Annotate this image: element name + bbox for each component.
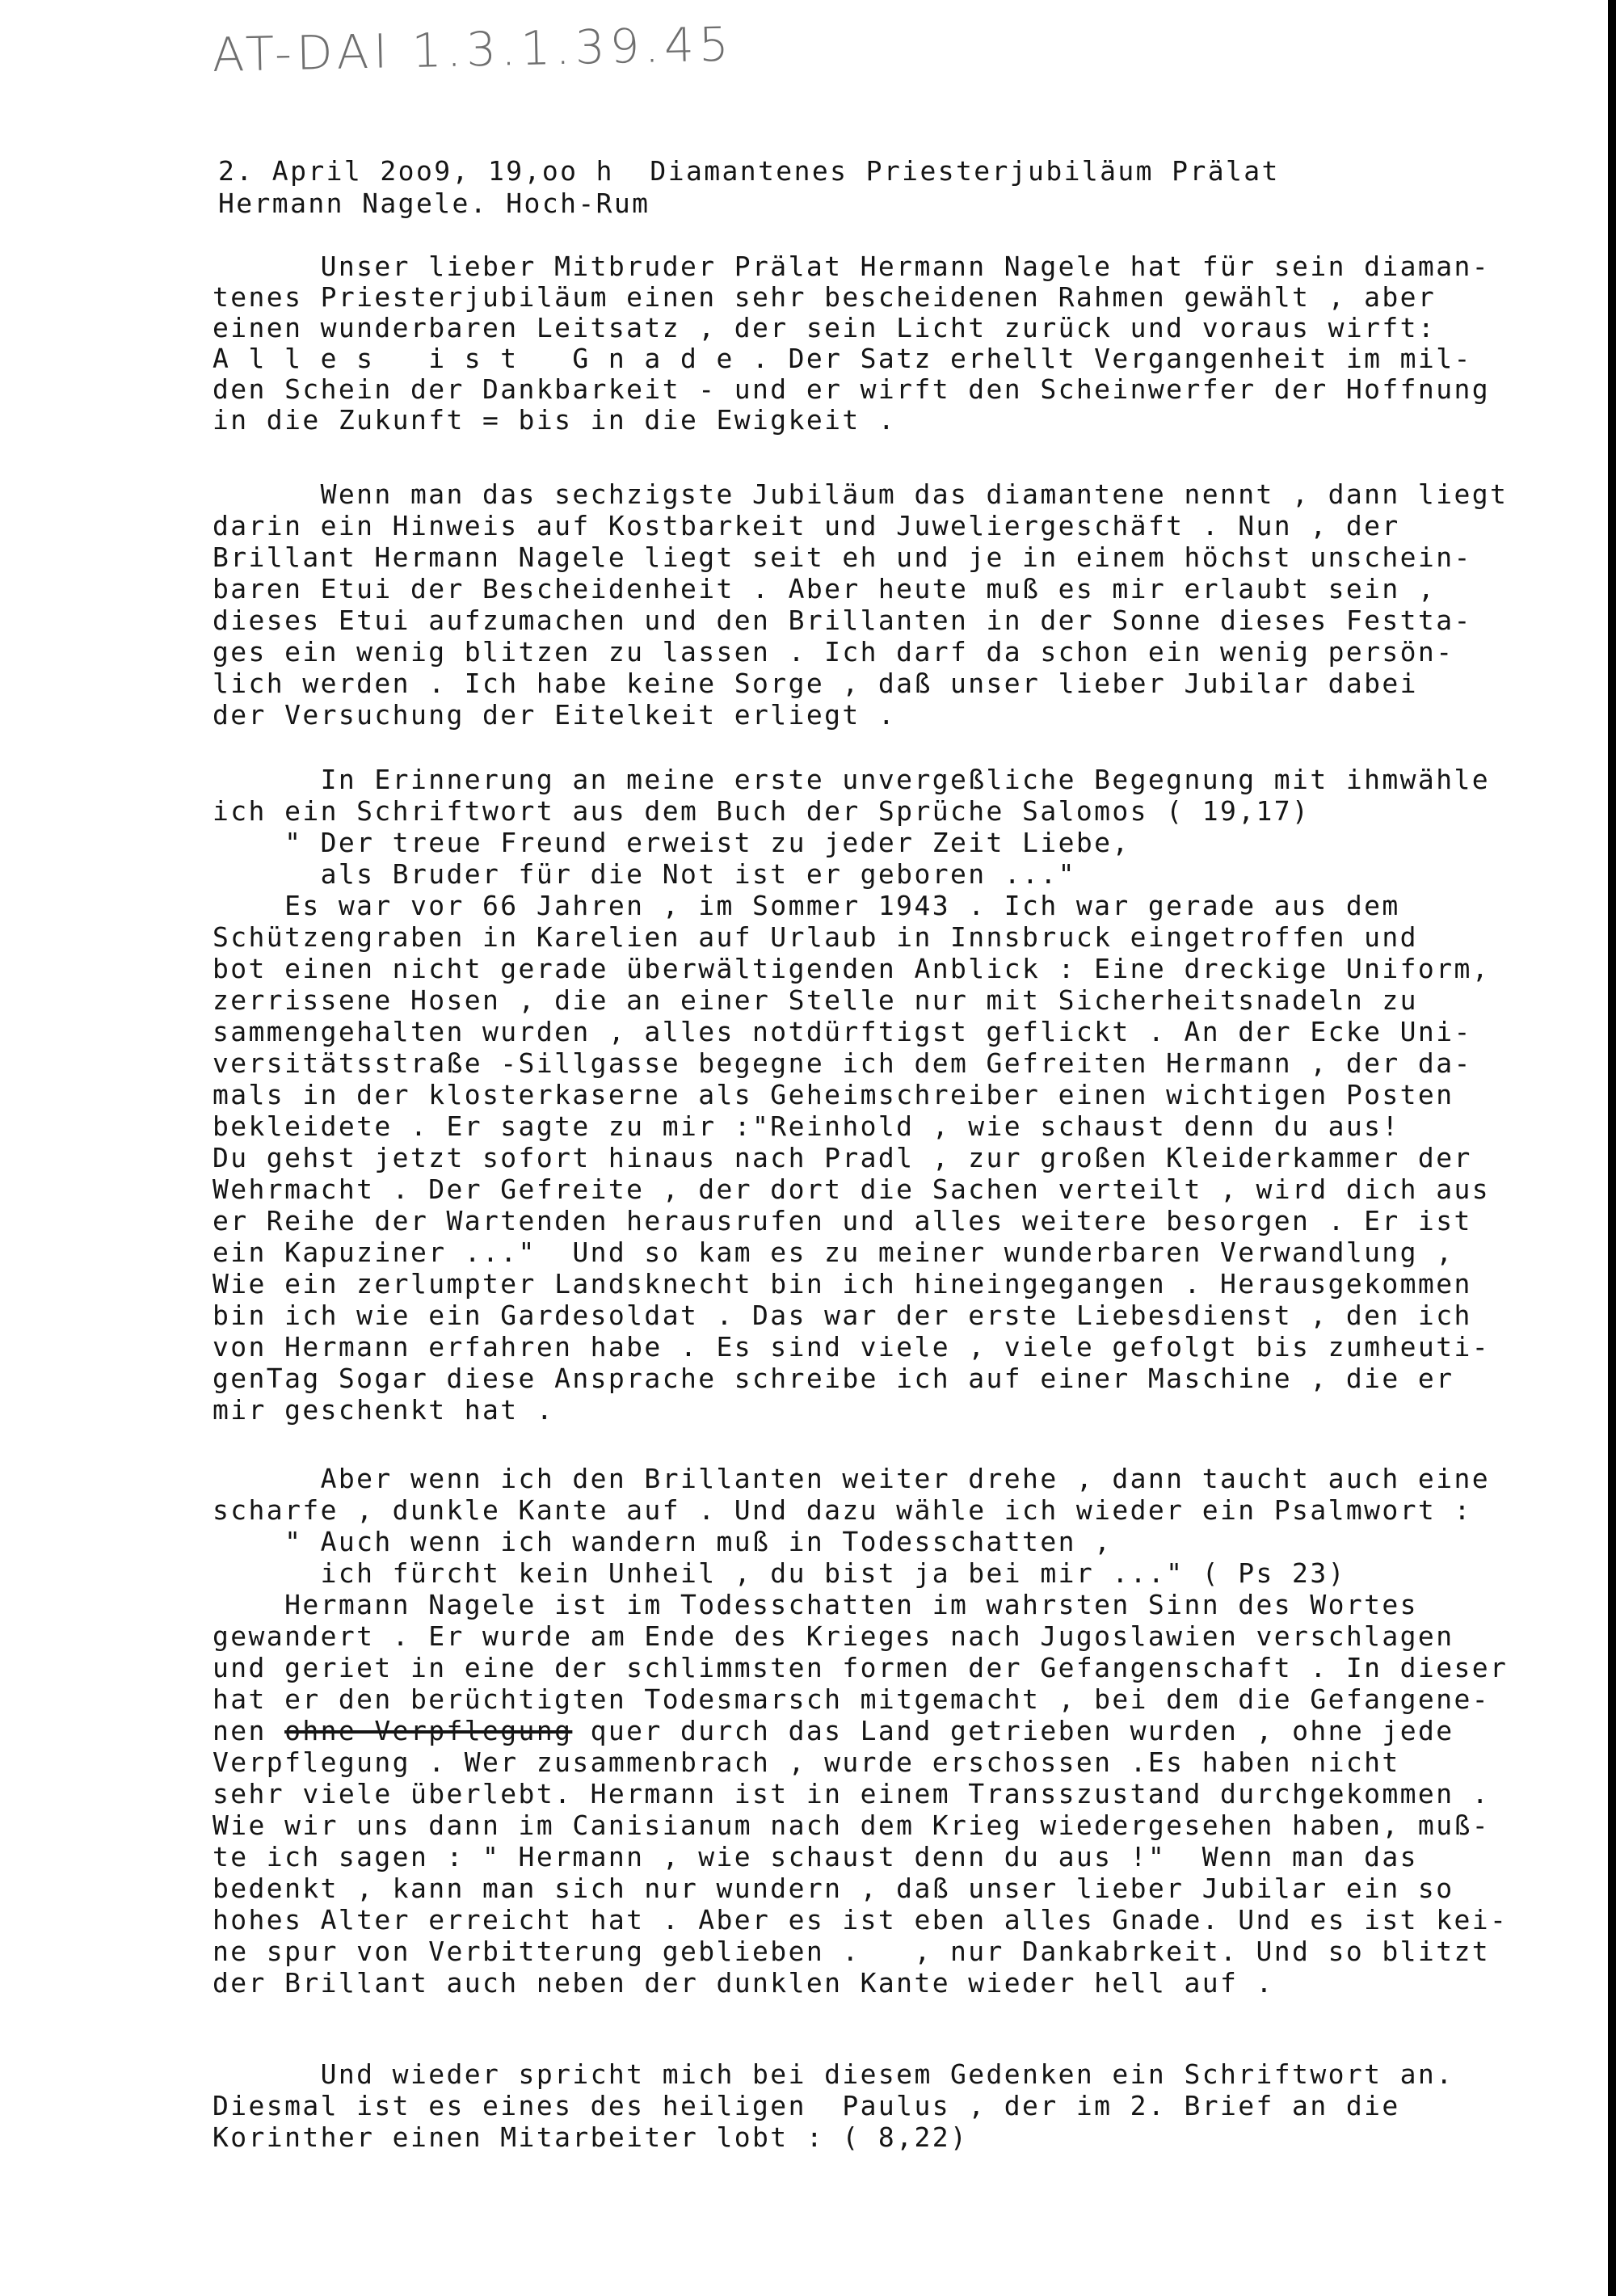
text-line: bedenkt , kann man sich nur wundern , daß unser lieber Jubilar ein so xyxy=(213,1873,1454,1904)
text-line: Brillant Hermann Nagele liegt seit eh und je in einem höchst unschein- xyxy=(213,541,1472,573)
text-line: Schützengraben in Karelien auf Urlaub in Innsbruck eingetroffen und xyxy=(213,921,1418,953)
text-line: mir geschenkt hat . xyxy=(213,1394,555,1426)
text-line: Und wieder spricht mich bei diesem Gedenken ein Schriftwort an. xyxy=(213,2058,1454,2090)
text-line: hat er den berüchtigten Todesmarsch mitgemacht , bei dem die Gefangene- xyxy=(213,1683,1491,1715)
text-line: der Versuchung der Eitelkeit erliegt . xyxy=(213,699,897,731)
text-line: Diesmal ist es eines des heiligen Paulus , der im 2. Brief an die xyxy=(213,2090,1400,2121)
text-line: den Schein der Dankbarkeit - und er wirft den Scheinwerfer der Hoffnung xyxy=(213,373,1491,405)
text-line: gewandert . Er wurde am Ende des Krieges nach Jugoslawien verschlagen xyxy=(213,1620,1454,1652)
text-line: Wehrmacht . Der Gefreite , der dort die Sachen verteilt , wird dich aus xyxy=(213,1173,1491,1205)
text-line: bot einen nicht gerade überwältigenden Anblick : Eine dreckige Uniform, xyxy=(213,953,1491,984)
text-line: ne spur von Verbitterung geblieben . , nur Dankabrkeit. Und so blitzt xyxy=(213,1936,1491,1967)
text-line: lich werden . Ich habe keine Sorge , daß unser lieber Jubilar dabei xyxy=(213,668,1418,699)
text-line: baren Etui der Bescheidenheit . Aber heute muß es mir erlaubt sein , xyxy=(213,573,1437,605)
text-line: hohes Alter erreicht hat . Aber es ist eben alles Gnade. Und es ist kei- xyxy=(213,1904,1509,1936)
text-line: Es war vor 66 Jahren , im Sommer 1943 . Ich war gerade aus dem xyxy=(213,890,1400,921)
text-line: sammengehalten wurden , alles notdürftigst geflickt . An der Ecke Uni- xyxy=(213,1016,1472,1047)
text-line: und geriet in eine der schlimmsten formen der Gefangenschaft . In dieser xyxy=(213,1652,1509,1683)
text-line: bekleidete . Er sagte zu mir :"Reinhold , wie schaust denn du aus! xyxy=(213,1110,1400,1142)
line-prefix: nen xyxy=(213,1715,285,1746)
text-line: in die Zukunft = bis in die Ewigkeit . xyxy=(213,404,897,436)
text-line: Unser lieber Mitbruder Prälat Hermann Nagele hat für sein diaman- xyxy=(213,251,1491,282)
text-line: sehr viele überlebt. Hermann ist in einem Transszustand durchgekommen . xyxy=(213,1778,1491,1809)
text-line: In Erinnerung an meine erste unvergeßliche Begegnung mit ihmwähle xyxy=(213,764,1491,795)
text-line: bin ich wie ein Gardesoldat . Das war der erste Liebesdienst , den ich xyxy=(213,1300,1472,1331)
text-line: dieses Etui aufzumachen und den Brillanten in der Sonne dieses Festta- xyxy=(213,605,1472,636)
text-line: Aber wenn ich den Brillanten weiter drehe , dann taucht auch eine xyxy=(213,1463,1491,1494)
text-line: tenes Priesterjubiläum einen sehr bescheidenen Rahmen gewählt , aber xyxy=(213,281,1437,313)
text-line: Wie wir uns dann im Canisianum nach dem Krieg wiedergesehen haben, muß- xyxy=(213,1809,1491,1841)
text-line: einen wunderbaren Leitsatz , der sein Licht zurück und voraus wirft: xyxy=(213,312,1437,343)
text-line: genTag Sogar diese Ansprache schreibe ich auf einer Maschine , die er xyxy=(213,1363,1454,1394)
text-line: Wie ein zerlumpter Landsknecht bin ich hineingegangen . Herausgekommen xyxy=(213,1268,1472,1300)
text-line: von Hermann erfahren habe . Es sind viele , viele gefolgt bis zumheuti- xyxy=(213,1331,1491,1363)
heading-line: 2. April 2oo9, 19,oo h Diamantenes Priesterjubiläum Prälat xyxy=(218,155,1280,187)
text-line: ich ein Schriftwort aus dem Buch der Sprüche Salomos ( 19,17) xyxy=(213,795,1311,827)
text-line: darin ein Hinweis auf Kostbarkeit und Juweliergeschäft . Nun , der xyxy=(213,510,1400,541)
text-line: Wenn man das sechzigste Jubiläum das diamantene nennt , dann liegt xyxy=(213,478,1509,510)
text-line: ein Kapuziner ..." Und so kam es zu meiner wunderbaren Verwandlung , xyxy=(213,1236,1454,1268)
text-line: Hermann Nagele ist im Todesschatten im wahrsten Sinn des Wortes xyxy=(213,1589,1418,1620)
scripture-quote-line: " Auch wenn ich wandern muß in Todesschatten , xyxy=(213,1526,1113,1557)
text-line: versitätsstraße -Sillgasse begegne ich dem Gefreiten Hermann , der da- xyxy=(213,1047,1472,1079)
text-line: te ich sagen : " Hermann , wie schaust denn du aus !" Wenn man das xyxy=(213,1841,1418,1873)
archive-reference-handwritten: AT-DAI 1.3.1.39.45 xyxy=(212,16,734,82)
text-line: der Brillant auch neben der dunklen Kante wieder hell auf . xyxy=(213,1967,1274,1999)
text-line: Korinther einen Mitarbeiter lobt : ( 8,22) xyxy=(213,2121,969,2153)
text-line: scharfe , dunkle Kante auf . Und dazu wähle ich wieder ein Psalmwort : xyxy=(213,1494,1472,1526)
scripture-quote-line: " Der treue Freund erweist zu jeder Zeit Liebe, xyxy=(213,827,1130,858)
line-rest: quer durch das Land getrieben wurden , ohne jede xyxy=(572,1715,1454,1746)
text-line: ges ein wenig blitzen zu lassen . Ich darf da schon ein wenig persön- xyxy=(213,636,1454,668)
text-line: Verpflegung . Wer zusammenbrach , wurde erschossen .Es haben nicht xyxy=(213,1746,1400,1778)
text-line: mals in der klosterkaserne als Geheimschreiber einen wichtigen Posten xyxy=(213,1079,1454,1110)
text-line: Du gehst jetzt sofort hinaus nach Pradl , zur großen Kleiderkammer der xyxy=(213,1142,1472,1173)
text-line: er Reihe der Wartenden herausrufen und alles weitere besorgen . Er ist xyxy=(213,1205,1472,1236)
heading-line: Hermann Nagele. Hoch-Rum xyxy=(218,187,650,219)
struck-out-phrase: ohne Verpflegung xyxy=(284,1715,573,1746)
text-line: zerrissene Hosen , die an einer Stelle nur mit Sicherheitsnadeln zu xyxy=(213,984,1418,1016)
text-line-with-strikethrough xyxy=(213,1715,1454,1747)
text-line: A l l e s i s t G n a d e . Der Satz erhellt Vergangenheit im mil- xyxy=(213,343,1472,374)
scripture-quote-line: als Bruder für die Not ist er geboren ..." xyxy=(213,858,1076,890)
scripture-quote-line: ich fürcht kein Unheil , du bist ja bei mir ..." ( Ps 23) xyxy=(213,1557,1346,1589)
